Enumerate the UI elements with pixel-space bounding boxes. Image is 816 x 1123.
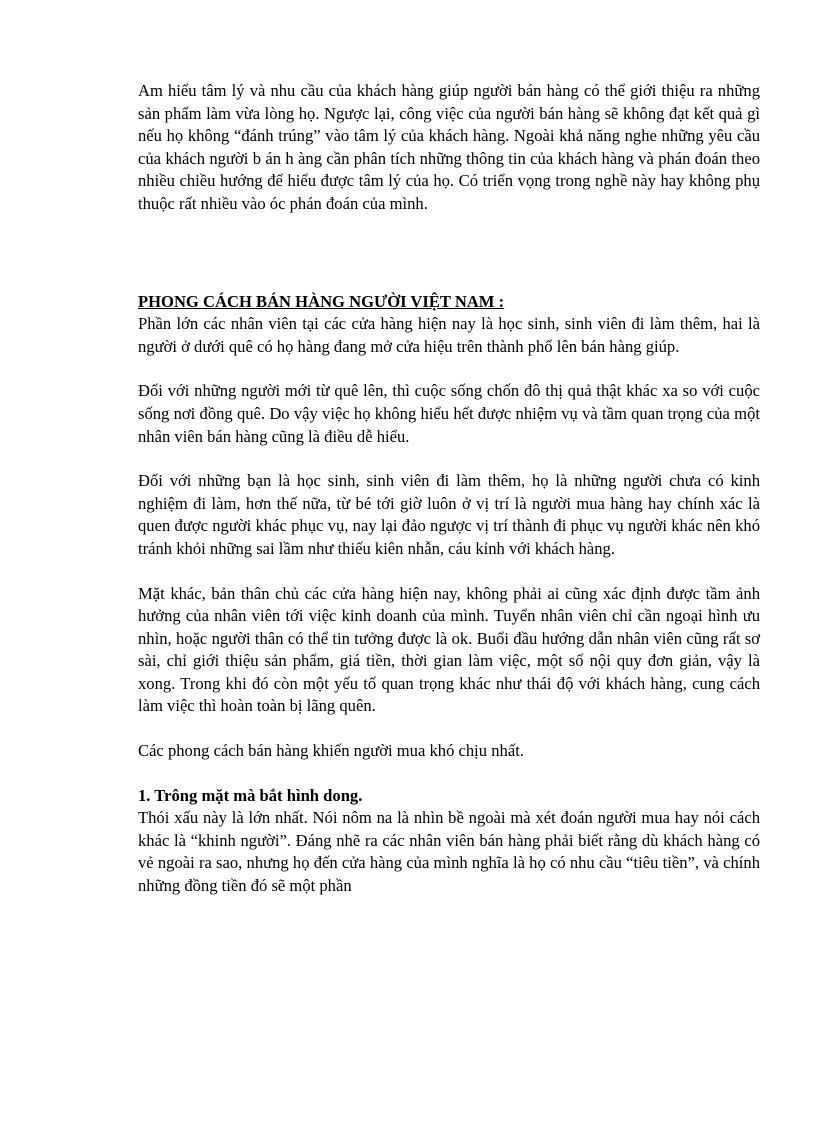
- paragraph-rural-workers: Đối với những người mới từ quê lên, thì cuộc sống chốn đô thị quả thật khác xa so với cuộc sống nơi đồng quê. Do vậy việc họ không hiểu hết được nhiệm vụ và tầm quan trọng của một nhân viên bán hàng cũng là điều dễ hiểu.: [138, 381, 760, 446]
- item-title-1: 1. Trông mặt mà bắt hình dong.: [138, 785, 363, 805]
- item-text-1: Thói xấu này là lớn nhất. Nói nôm na là nhìn bề ngoài mà xét đoán người mua hay nói cách khác là “khinh người”. Đáng nhẽ ra các nhân viên bán hàng phải biết rằng dù khách hàng có vẻ ngoài ra sao, nhưng họ đến cửa hàng của mình nghĩa là họ có nhu cầu “tiêu tiền”, và chính những đồng tiền đó sẽ một phần: [138, 808, 760, 896]
- paragraph-staff-origin: Phần lớn các nhân viên tại các cửa hàng hiện nay là học sinh, sinh viên đi làm thêm, hai là người ở dưới quê có họ hàng đang mở cửa hiệu trên thành phố lên bán hàng giúp.: [138, 314, 760, 356]
- paragraph-styles-intro: Các phong cách bán hàng khiến người mua khó chịu nhất.: [138, 741, 524, 761]
- paragraph-shop-owners: Mặt khác, bản thân chủ các cửa hàng hiện nay, không phải ai cũng xác định được tầm ảnh hưởng của nhân viên tới việc kinh doanh của mình. Tuyển nhân viên chỉ cần ngoại hình ưu nhìn, hoặc người thân có thể tin tưởng được là ok. Buổi đầu hướng dẫn nhân viên cũng rất sơ sài, chỉ giới thiệu sản phẩm, giá tiền, thời gian làm việc, một số nội quy đơn giản, vậy là xong. Trong khi đó còn một yếu tố quan trọng khác như thái độ với khách hàng, cung cách làm việc thì hoàn toàn bị lãng quên.: [138, 583, 760, 716]
- document-page: [138, 80, 760, 898]
- section-title: PHONG CÁCH BÁN HÀNG NGƯỜI VIỆT NAM :: [138, 291, 505, 311]
- intro-paragraph: Am hiểu tâm lý và nhu cầu của khách hàng giúp người bán hàng có thể giới thiệu ra những sản phẩm làm vừa lòng họ. Ngược lại, công việc của người bán hàng sẽ không đạt kết quả gì nếu họ không “đánh trúng” vào tâm lý của khách hàng. Ngoài khả năng nghe những yêu cầu của khách người b án h àng cần phân tích những thông tin của khách hàng và phán đoán theo nhiều chiều hướng để hiểu được tâm lý của họ. Có triển vọng trong nghề này hay không phụ thuộc rất nhiều vào óc phán đoán của mình.: [138, 81, 760, 213]
- paragraph-students: Đối với những bạn là học sinh, sinh viên đi làm thêm, họ là những người chưa có kinh nghiệm đi làm, hơn thế nữa, từ bé tới giờ luôn ở vị trí là người mua hàng hay chính xác là quen được người khác phục vụ, nay lại đảo ngược vị trí thành đi phục vụ người khác nên khó tránh khỏi những sai lầm như thiếu kiên nhẫn, cáu kỉnh với khách hàng.: [138, 471, 760, 558]
